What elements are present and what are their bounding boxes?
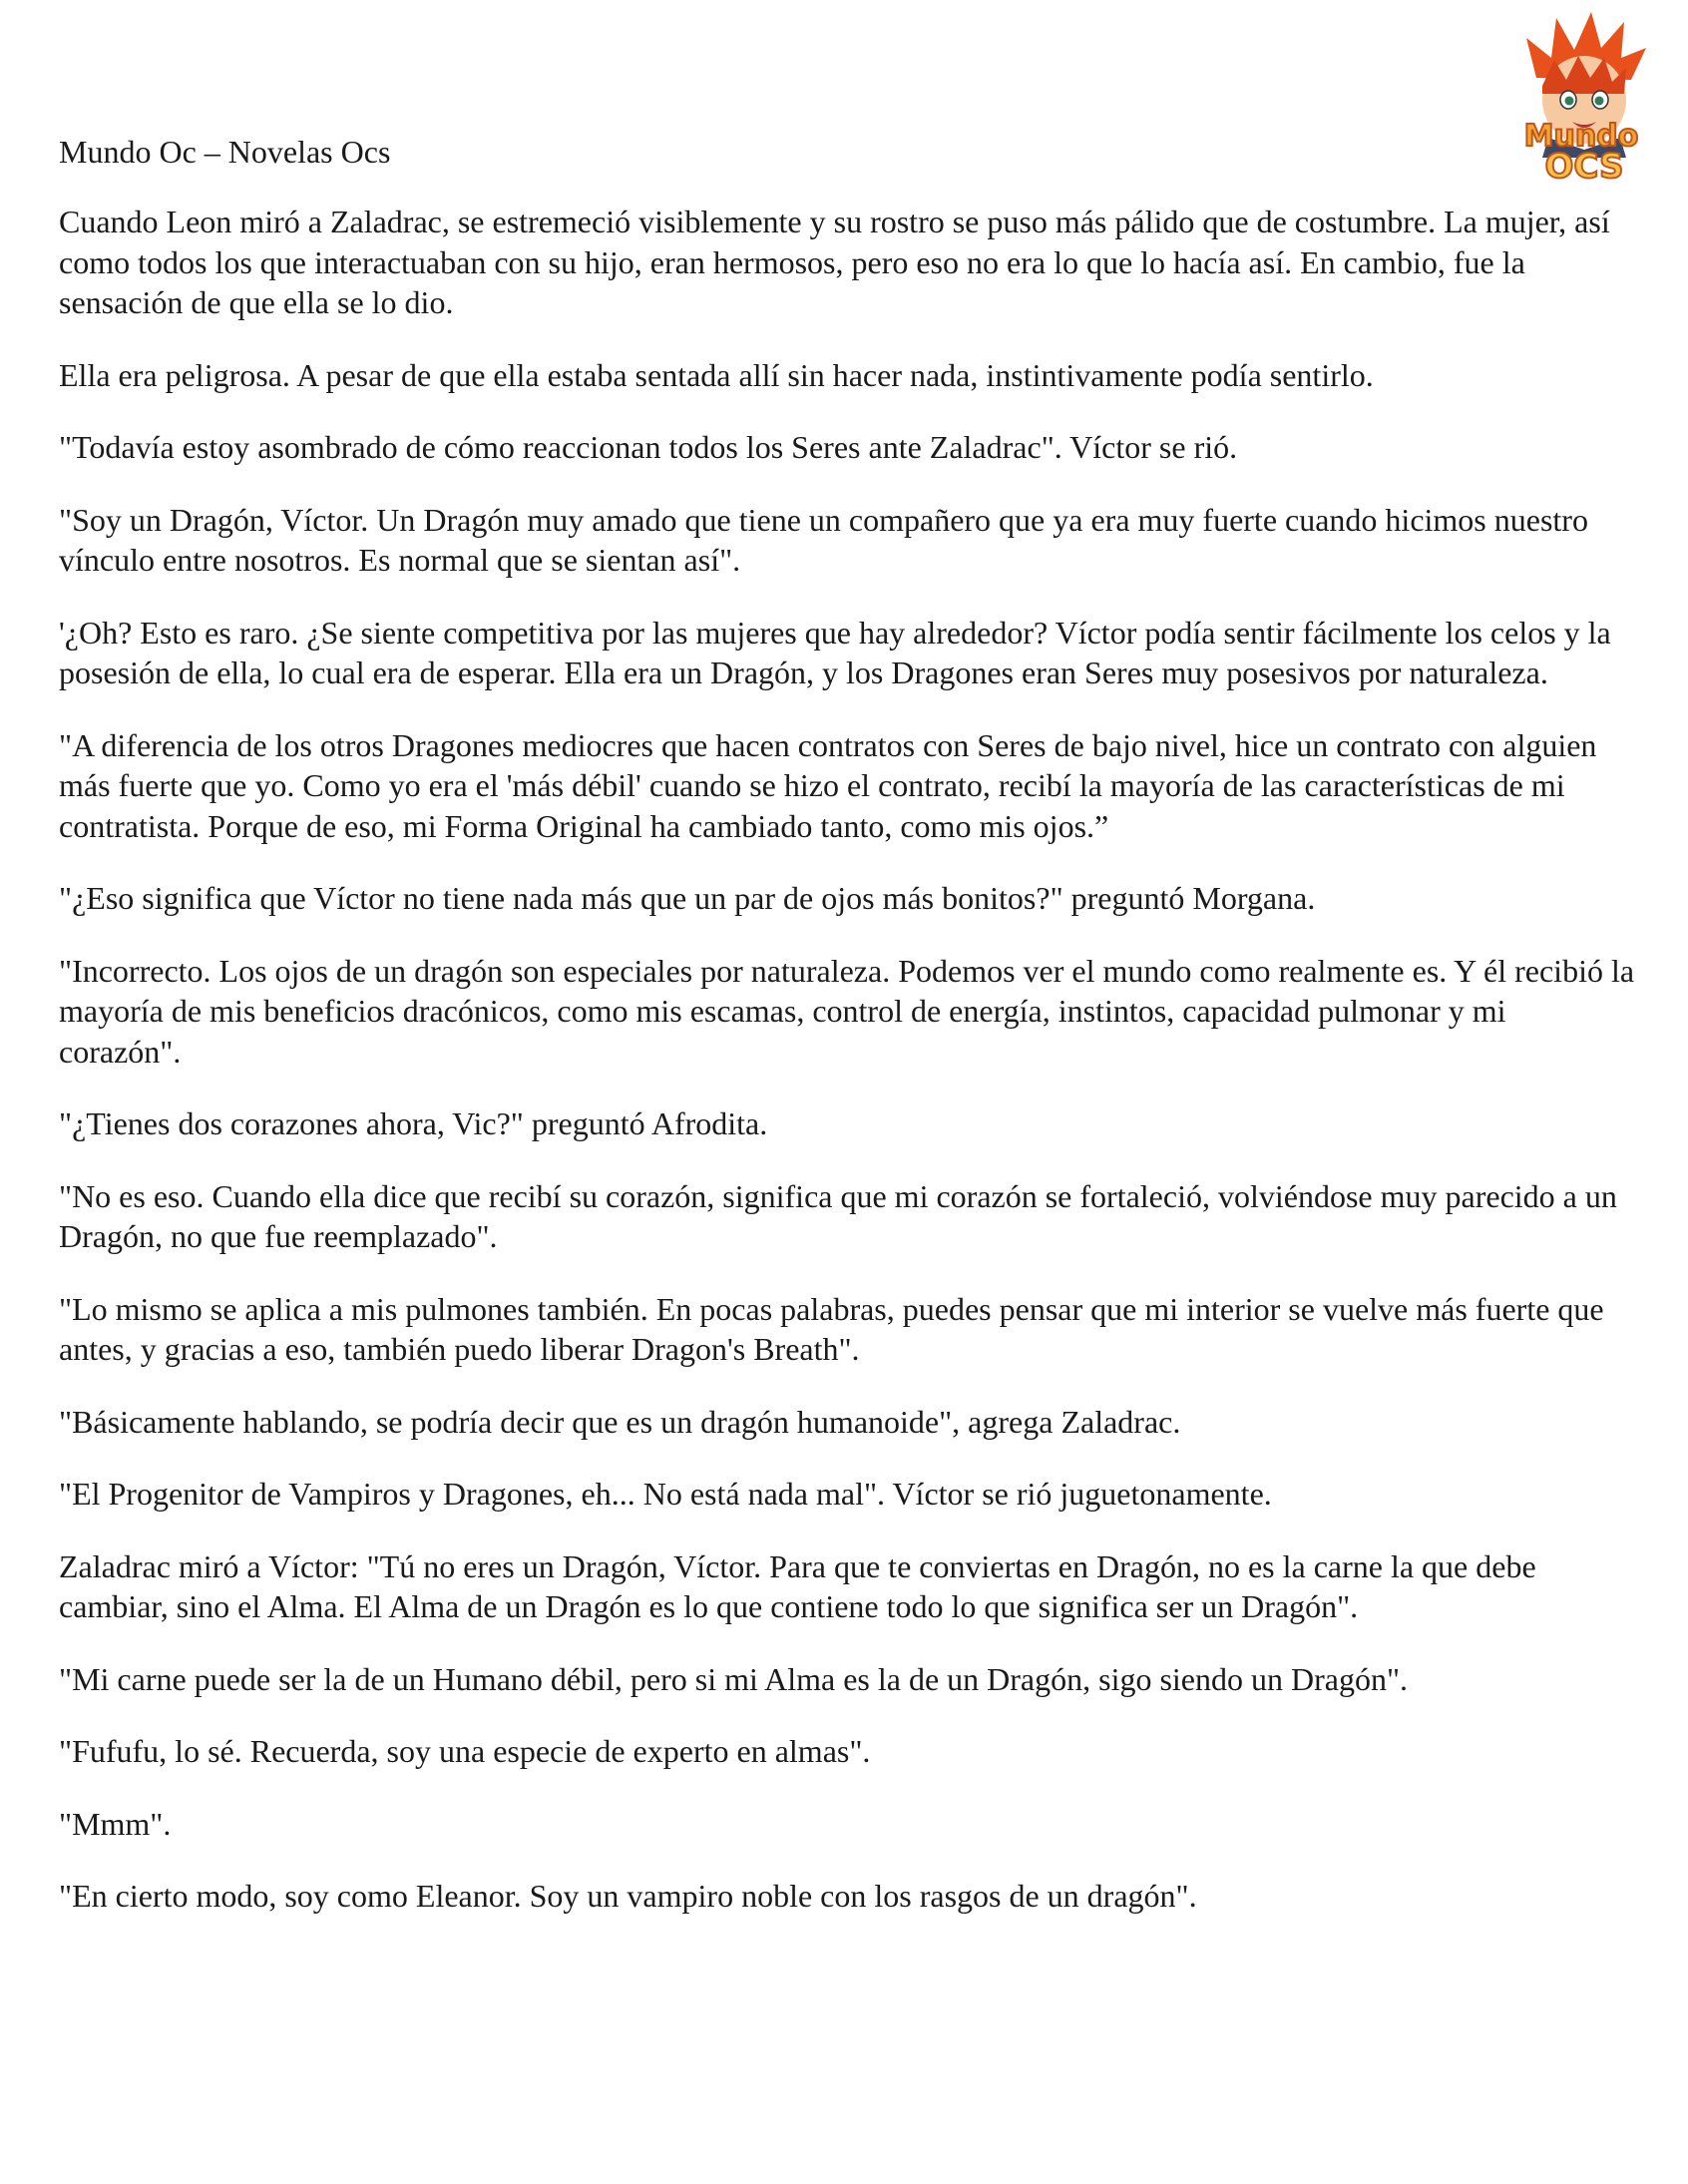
mundo-ocs-logo [1496,8,1666,184]
logo-text-mundo: Mundo [1523,119,1639,154]
paragraph: "En cierto modo, soy como Eleanor. Soy un vampiro noble con los rasgos de un dragón". [59,1878,1197,1914]
paragraph: '¿Oh? Esto es raro. ¿Se siente competitiva por las mujeres que hay alrededor? Víctor podía sentir fácilmente los celos y la posesión de ella, lo cual era de esperar. Ella era un Dragón, y los Dragones eran Seres muy posesivos por naturaleza. [59,614,1611,690]
paragraph: "Mi carne puede ser la de un Humano débil, pero si mi Alma es la de un Dragón, sigo siendo un Dragón". [59,1660,1409,1697]
paragraph: "Incorrecto. Los ojos de un dragón son especiales por naturaleza. Podemos ver el mundo como realmente es. Y él recibió la mayoría de mis beneficios dracónicos, como mis escamas, control de energía, instintos, capacidad pulmonar y mi corazón". [59,952,1635,1070]
paragraph: Zaladrac miró a Víctor: "Tú no eres un Dragón, Víctor. Para que te conviertas en Dragón, no es la carne la que debe cambiar, sino el Alma. El Alma de un Dragón es lo que contiene todo lo que significa ser un Dragón". [59,1547,1536,1624]
paragraph: "Todavía estoy asombrado de cómo reaccionan todos los Seres ante Zaladrac". Víctor se rió. [59,429,1238,465]
paragraph: Ella era peligrosa. A pesar de que ella estaba sentada allí sin hacer nada, instintivamente podía sentirlo. [59,356,1374,393]
site-title: Mundo Oc – Novelas Ocs [59,134,391,170]
paragraph: "A diferencia de los otros Dragones mediocres que hacen contratos con Seres de bajo nivel, hice un contrato con alguien más fuerte que yo. Como yo era el 'más débil' cuando se hizo el contrato, recibí la mayoría de las características de mi contratista. Porque de eso, mi Forma Original ha cambiado tanto, como mis ojos.” [59,726,1597,844]
paragraph: "Básicamente hablando, se podría decir que es un dragón humanoide", agrega Zaladrac. [59,1403,1181,1440]
paragraph: "¿Tienes dos corazones ahora, Vic?" preguntó Afrodita. [59,1105,768,1141]
paragraph: "Fufufu, lo sé. Recuerda, soy una especie de experto en almas". [59,1733,871,1769]
paragraph: "¿Eso significa que Víctor no tiene nada más que un par de ojos más bonitos?" preguntó Morgana. [59,880,1316,916]
paragraph: Cuando Leon miró a Zaladrac, se estremeció visiblemente y su rostro se puso más pálido que de costumbre. La mujer, así como todos los que interactuaban con su hijo, eran hermosos, pero eso no era lo que lo hacía así. En cambio, fue la sensación de que ella se lo dio. [59,204,1610,320]
paragraph: "El Progenitor de Vampiros y Dragones, eh... No está nada mal". Víctor se rió juguetonamente. [59,1476,1272,1512]
paragraph: "Mmm". [59,1805,172,1842]
paragraph: "Lo mismo se aplica a mis pulmones también. En pocas palabras, puedes pensar que mi interior se vuelve más fuerte que antes, y gracias a eso, también puedo liberar Dragon's Breath". [59,1290,1604,1367]
paragraph: "Soy un Dragón, Víctor. Un Dragón muy amado que tiene un compañero que ya era muy fuerte cuando hicimos nuestro vínculo entre nosotros. Es normal que se sientan así". [59,501,1588,578]
paragraph: "No es eso. Cuando ella dice que recibí su corazón, significa que mi corazón se fortaleció, volviéndose muy parecido a un Dragón, no que fue reemplazado". [59,1177,1617,1254]
story-body [59,202,1635,1949]
logo-text-ocs: OCS [1544,147,1624,184]
